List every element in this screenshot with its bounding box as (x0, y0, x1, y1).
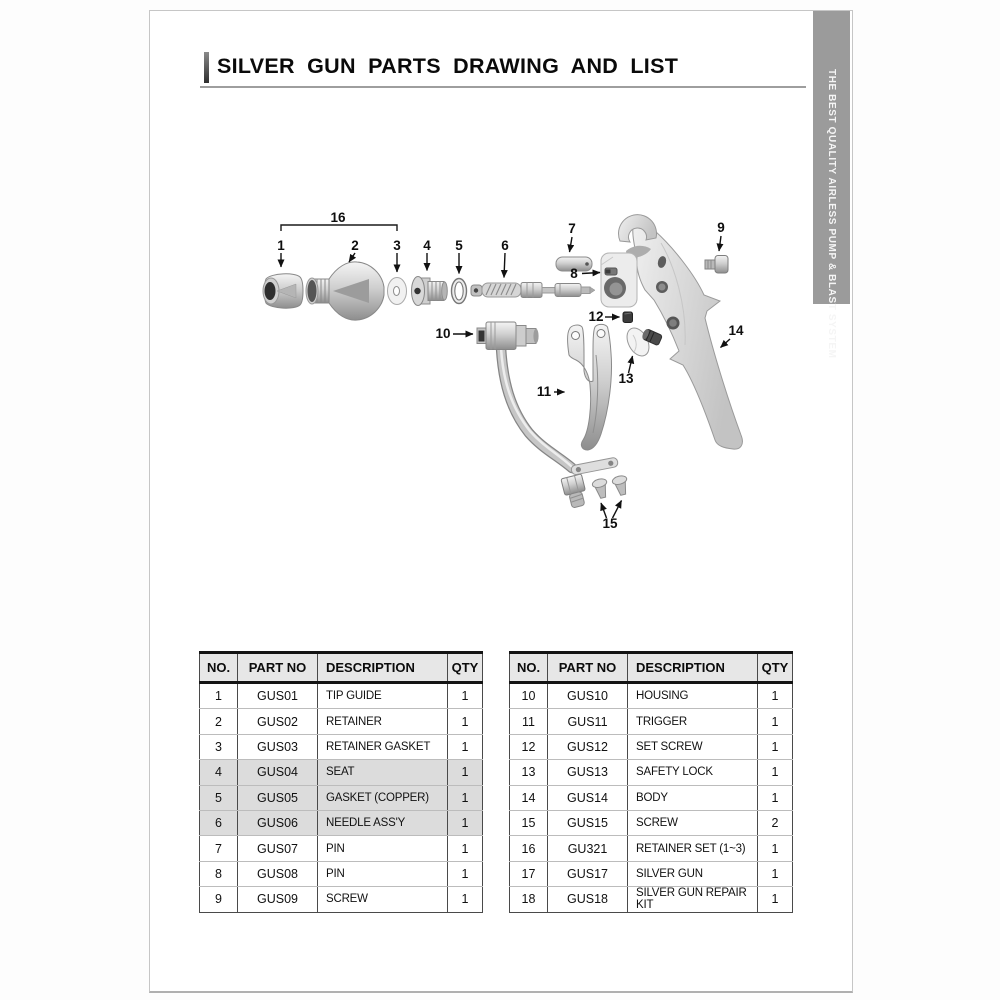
callout-label-15: 15 (602, 516, 618, 531)
cell-description: PIN (318, 861, 448, 886)
cell-qty: 1 (448, 785, 483, 810)
cell-description: PIN (318, 836, 448, 861)
cell-description: GASKET (COPPER) (318, 785, 448, 810)
part-14-body (601, 215, 742, 450)
cell-part-no: GUS18 (548, 887, 628, 912)
callout-label-11: 11 (536, 384, 552, 399)
cell-description: TRIGGER (628, 709, 758, 734)
part-11-trigger (568, 324, 612, 450)
cell-description: SCREW (318, 887, 448, 912)
cell-no: 12 (510, 734, 548, 759)
col-header-part-no: PART NO (548, 653, 628, 683)
cell-part-no: GUS03 (238, 734, 318, 759)
callout-arrow (719, 236, 721, 251)
cell-part-no: GUS13 (548, 760, 628, 785)
part-2-retainer (306, 262, 384, 320)
cell-description: TIP GUIDE (318, 683, 448, 709)
callout-arrow (349, 253, 355, 262)
table-row (510, 810, 793, 835)
table-row (200, 861, 483, 886)
callout-label-1: 1 (277, 238, 285, 253)
cell-no: 4 (200, 760, 238, 785)
part-12-set-screw (623, 312, 633, 323)
cell-description: NEEDLE ASS'Y (318, 810, 448, 835)
callout-label-6: 6 (501, 238, 509, 253)
cell-qty: 1 (448, 861, 483, 886)
cell-description: HOUSING (628, 683, 758, 709)
cell-no: 7 (200, 836, 238, 861)
callout-label-4: 4 (423, 238, 431, 253)
callout-label-12: 12 (588, 309, 604, 324)
cell-no: 18 (510, 887, 548, 912)
tube-fitting (561, 474, 589, 509)
cell-qty: 1 (448, 887, 483, 912)
table-row (200, 836, 483, 861)
callout-label-16: 16 (330, 210, 346, 225)
table-row (200, 734, 483, 759)
cell-description: SAFETY LOCK (628, 760, 758, 785)
cell-part-no: GUS08 (238, 861, 318, 886)
cell-description: RETAINER SET (1~3) (628, 836, 758, 861)
table-header-row (510, 653, 793, 683)
tube-bracket (571, 457, 619, 475)
part-6-needle-assembly (471, 283, 595, 298)
part-5-gasket-copper (452, 279, 467, 304)
callout-label-13: 13 (618, 371, 634, 386)
cell-qty: 1 (448, 836, 483, 861)
table-row (200, 760, 483, 785)
cell-qty: 2 (758, 810, 793, 835)
cell-no: 13 (510, 760, 548, 785)
callout-arrow (504, 253, 505, 278)
cell-qty: 1 (758, 709, 793, 734)
part-15-screws (591, 475, 630, 500)
cell-qty: 1 (758, 785, 793, 810)
cell-qty: 1 (448, 683, 483, 709)
col-header-no: NO. (200, 653, 238, 683)
cell-no: 17 (510, 861, 548, 886)
cell-part-no: GUS02 (238, 709, 318, 734)
table-row (510, 785, 793, 810)
table-row (200, 810, 483, 835)
callout-arrow (570, 237, 573, 252)
table-row (510, 683, 793, 709)
callout-arrow (582, 273, 600, 274)
callout-label-3: 3 (393, 238, 401, 253)
cell-part-no: GUS12 (548, 734, 628, 759)
table-row (200, 709, 483, 734)
cell-no: 11 (510, 709, 548, 734)
cell-qty: 1 (758, 683, 793, 709)
table-row (510, 734, 793, 759)
cell-no: 5 (200, 785, 238, 810)
cell-no: 10 (510, 683, 548, 709)
cell-description: SILVER GUN REPAIR KIT (628, 887, 758, 912)
callout-label-8: 8 (570, 266, 578, 281)
side-banner-text: THE BEST QUALITY AIRLESS PUMP & BLAST SYSTEM (826, 69, 837, 359)
cell-description: SCREW (628, 810, 758, 835)
cell-no: 9 (200, 887, 238, 912)
cell-no: 6 (200, 810, 238, 835)
part-13-safety-lock (623, 324, 663, 359)
cell-no: 2 (200, 709, 238, 734)
cell-no: 8 (200, 861, 238, 886)
part-9-screw (705, 256, 728, 274)
part-3-retainer-gasket (388, 278, 407, 305)
table-row (510, 836, 793, 861)
cell-description: RETAINER (318, 709, 448, 734)
col-header-qty: QTY (448, 653, 483, 683)
callout-label-10: 10 (435, 326, 451, 341)
table-row (510, 709, 793, 734)
cell-qty: 1 (448, 709, 483, 734)
cell-qty: 1 (448, 760, 483, 785)
cell-part-no: GUS06 (238, 810, 318, 835)
col-header-description: DESCRIPTION (318, 653, 448, 683)
col-header-part-no: PART NO (238, 653, 318, 683)
parts-table-left (199, 651, 483, 913)
title-accent-bar (204, 52, 209, 83)
table-row (200, 683, 483, 709)
cell-description: BODY (628, 785, 758, 810)
cell-no: 16 (510, 836, 548, 861)
cell-description: SET SCREW (628, 734, 758, 759)
cell-description: SILVER GUN (628, 861, 758, 886)
cell-part-no: GUS14 (548, 785, 628, 810)
cell-part-no: GUS01 (238, 683, 318, 709)
cell-description: RETAINER GASKET (318, 734, 448, 759)
exploded-parts-drawing (249, 195, 774, 540)
callout-label-9: 9 (717, 220, 725, 235)
cell-part-no: GU321 (548, 836, 628, 861)
callout-label-7: 7 (568, 221, 576, 236)
cell-part-no: GUS11 (548, 709, 628, 734)
cell-description: SEAT (318, 760, 448, 785)
parts-table-right (509, 651, 793, 913)
part-4-seat (412, 277, 448, 306)
part-1-tip-guide (263, 274, 303, 308)
table-row (510, 760, 793, 785)
cell-qty: 1 (758, 734, 793, 759)
cell-qty: 1 (758, 836, 793, 861)
table-row (200, 785, 483, 810)
cell-qty: 1 (448, 810, 483, 835)
col-header-qty: QTY (758, 653, 793, 683)
table-row (200, 887, 483, 912)
cell-qty: 1 (758, 861, 793, 886)
cell-qty: 1 (448, 734, 483, 759)
cell-part-no: GUS09 (238, 887, 318, 912)
callout-label-5: 5 (455, 238, 463, 253)
cell-part-no: GUS04 (238, 760, 318, 785)
cell-part-no: GUS10 (548, 683, 628, 709)
table-header-row (200, 653, 483, 683)
cell-no: 3 (200, 734, 238, 759)
col-header-description: DESCRIPTION (628, 653, 758, 683)
cell-part-no: GUS17 (548, 861, 628, 886)
page-title: SILVER GUN PARTS DRAWING AND LIST (217, 54, 679, 78)
catalog-page (149, 10, 853, 993)
cell-no: 14 (510, 785, 548, 810)
cell-no: 1 (200, 683, 238, 709)
part-8-pin (605, 268, 617, 275)
cell-qty: 1 (758, 760, 793, 785)
title-underline (200, 86, 806, 88)
cell-part-no: GUS15 (548, 810, 628, 835)
table-row (510, 887, 793, 912)
col-header-no: NO. (510, 653, 548, 683)
cell-qty: 1 (758, 887, 793, 912)
retainer-set-bracket (281, 225, 397, 231)
side-banner (813, 11, 850, 359)
callout-label-14: 14 (728, 323, 744, 338)
table-row (510, 861, 793, 886)
cell-no: 15 (510, 810, 548, 835)
callout-arrow (721, 339, 731, 348)
cell-part-no: GUS05 (238, 785, 318, 810)
callout-label-2: 2 (351, 238, 359, 253)
cell-part-no: GUS07 (238, 836, 318, 861)
